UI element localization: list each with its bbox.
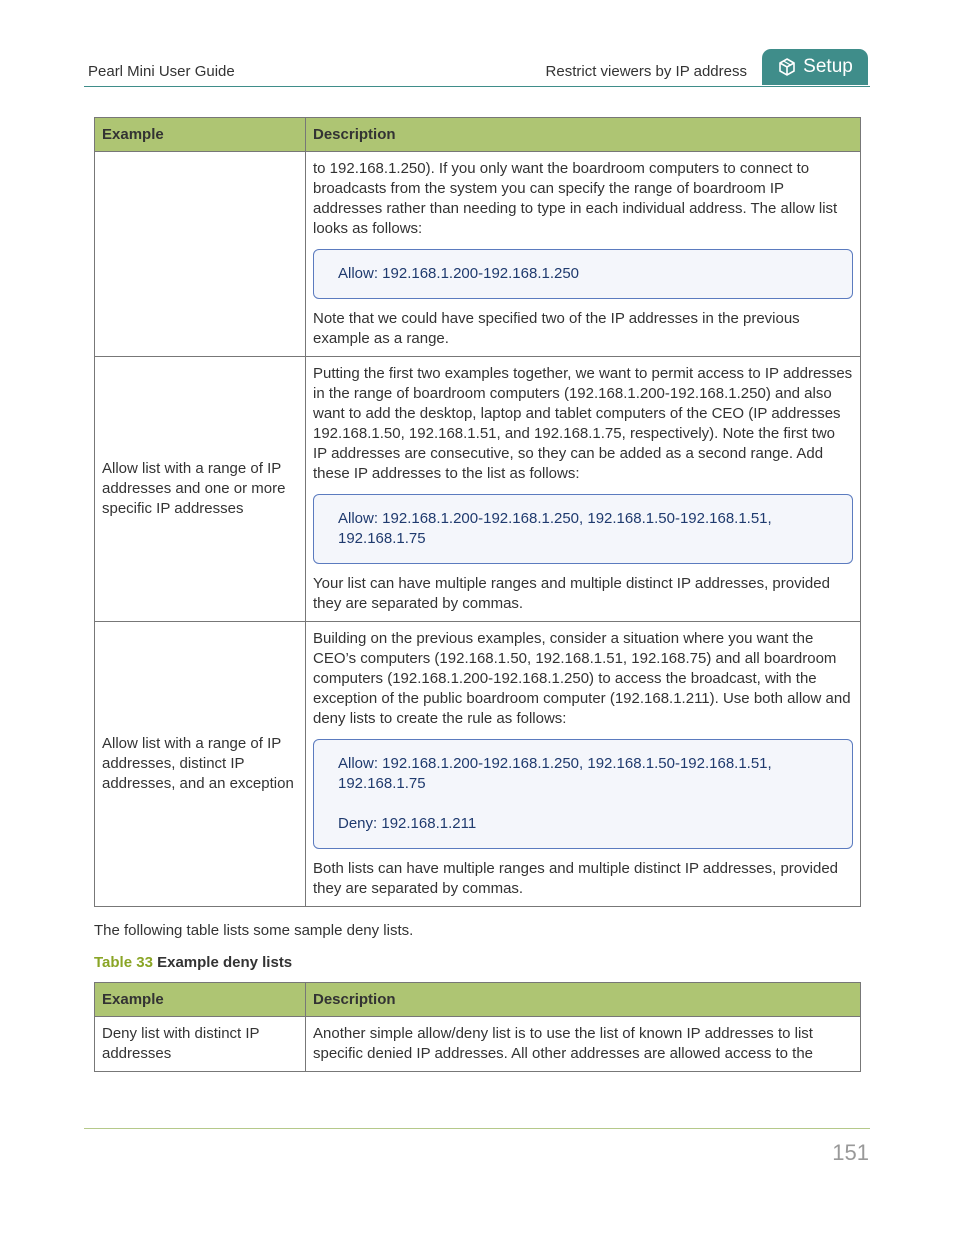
footer-divider: [84, 1128, 870, 1129]
code-line: Allow: 192.168.1.200-192.168.1.250, 192.168.1.50-192.168.1.51, 192.168.1.75: [338, 755, 772, 792]
description-text: Putting the first two examples together, we want to permit access to IP addresses in the range of boardroom computers (192.168.1.200-192.168.1.250) and also want to add the desktop, laptop and tablet computers of the CEO (IP addresses 192.168.1.50, 192.168.1.51, and 192.168.1.75, respectively). Note the first two IP addresses are consecutive, so they can be added as a second range. Add these IP addresses to the list as follows:: [313, 365, 853, 482]
description-text: Building on the previous examples, consider a situation where you want the CEO’s computers (192.168.1.50, 192.168.1.51, 192.168.75) and all boardroom computers (192.168.1.200-192.168.1.250) to access the broadcast, with the exception of the public boardroom computer (192.168.1.211). Use both allow and deny lists to create the rule as follows:: [313, 630, 851, 727]
code-line: Allow: 192.168.1.200-192.168.1.250: [338, 265, 580, 282]
table-header-row: [95, 983, 861, 1017]
section-title: Restrict viewers by IP address: [545, 63, 747, 80]
setup-tab[interactable]: [762, 49, 868, 85]
column-header-example: Example: [95, 983, 306, 1017]
description-cell: [306, 152, 861, 357]
column-header-description: Description: [306, 983, 861, 1017]
page-number: 151: [832, 1140, 869, 1165]
description-note: Your list can have multiple ranges and multiple distinct IP addresses, provided they are separated by commas.: [313, 575, 830, 612]
allow-list-examples-table: [94, 117, 861, 907]
description-note: Note that we could have specified two of the IP addresses in the previous example as a range.: [313, 310, 800, 347]
description-cell: [306, 622, 861, 907]
table-row: [95, 1017, 861, 1072]
table-caption: [94, 954, 292, 971]
code-line: Deny: 192.168.1.211: [338, 815, 477, 832]
table-caption-title: Example deny lists: [157, 954, 293, 971]
description-cell: [306, 357, 861, 622]
guide-title: Pearl Mini User Guide: [88, 63, 235, 80]
table-header-row: [95, 118, 861, 152]
column-header-description: Description: [306, 118, 861, 152]
description-text: to 192.168.1.250). If you only want the boardroom computers to connect to broadcasts from the system you can specify the range of boardroom IP addresses rather than needing to type in each individual address. The allow list looks as follows:: [313, 160, 838, 237]
example-cell: Allow list with a range of IP addresses, distinct IP addresses, and an exception: [95, 622, 306, 907]
cube-icon: [777, 57, 797, 77]
deny-list-examples-table: [94, 982, 861, 1072]
example-cell: Allow list with a range of IP addresses and one or more specific IP addresses: [95, 357, 306, 622]
example-cell: [95, 152, 306, 357]
code-line: Allow: 192.168.1.200-192.168.1.250, 192.168.1.50-192.168.1.51, 192.168.1.75: [338, 510, 772, 547]
description-note: Both lists can have multiple ranges and multiple distinct IP addresses, provided they are separated by commas.: [313, 860, 839, 897]
setup-tab-label: Setup: [803, 56, 853, 77]
example-cell: Deny list with distinct IP addresses: [95, 1017, 306, 1072]
table-row: [95, 622, 861, 907]
header-divider: [84, 86, 870, 87]
code-box: [313, 739, 853, 849]
code-box: [313, 494, 853, 564]
table-caption-number: Table 33: [94, 954, 153, 971]
body-text: The following table lists some sample deny lists.: [94, 922, 414, 939]
column-header-example: Example: [95, 118, 306, 152]
code-box: [313, 249, 853, 299]
table-row: [95, 357, 861, 622]
table-row: [95, 152, 861, 357]
description-cell: Another simple allow/deny list is to use the list of known IP addresses to list specific denied IP addresses. All other addresses are allowed access to the: [306, 1017, 861, 1072]
